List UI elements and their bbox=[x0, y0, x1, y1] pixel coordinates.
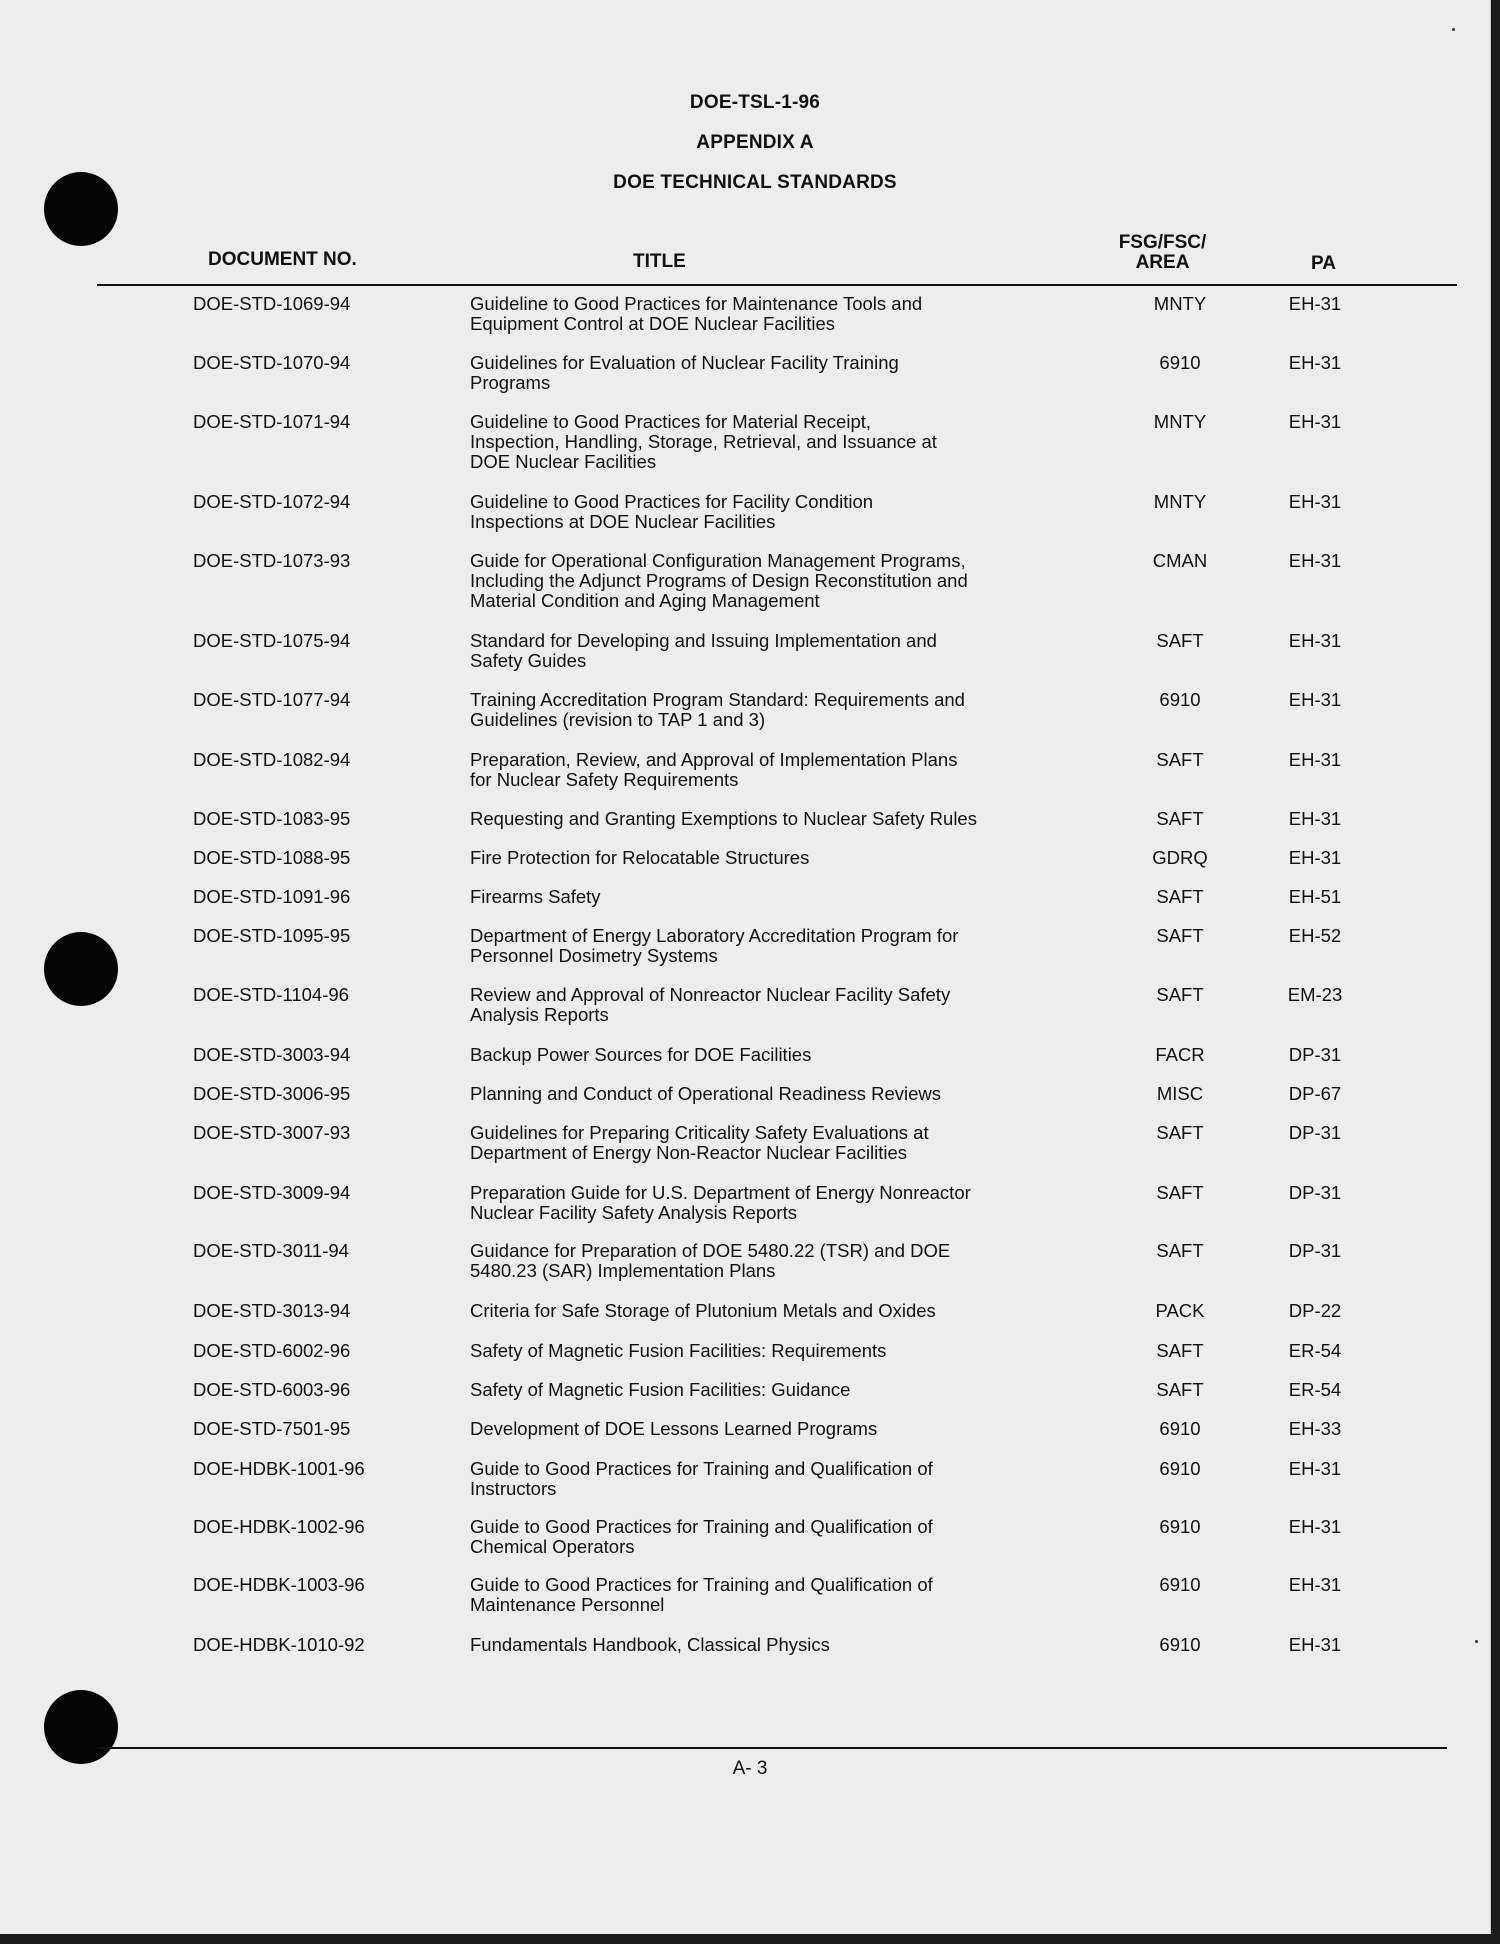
fsg-area-cell: MNTY bbox=[1153, 491, 1207, 512]
title-cell: Guidance for Preparation of DOE 5480.22 (TSR) and DOE 5480.23 (SAR) Implementation Plans bbox=[470, 1240, 951, 1281]
pa-cell: EH-31 bbox=[1288, 630, 1342, 651]
pa-cell: DP-31 bbox=[1288, 1240, 1342, 1261]
document-number-cell: DOE-STD-1095-95 bbox=[193, 925, 351, 946]
pa-cell: ER-54 bbox=[1288, 1379, 1342, 1400]
scan-speck bbox=[1475, 1640, 1478, 1643]
pa-cell: EH-31 bbox=[1288, 352, 1342, 373]
document-number-cell: DOE-HDBK-1001-96 bbox=[193, 1458, 365, 1479]
title-cell: Guidelines for Preparing Criticality Safety Evaluations at Department of Energy Non-Reactor Nuclear Facilities bbox=[470, 1122, 929, 1163]
punch-hole-bottom bbox=[44, 1690, 118, 1764]
document-number-cell: DOE-STD-1070-94 bbox=[193, 352, 351, 373]
pa-cell: ER-54 bbox=[1288, 1340, 1342, 1361]
document-number-cell: DOE-STD-1077-94 bbox=[193, 689, 351, 710]
title-cell: Development of DOE Lessons Learned Programs bbox=[470, 1418, 878, 1439]
pa-cell: EH-31 bbox=[1288, 1516, 1342, 1537]
fsg-area-cell: GDRQ bbox=[1152, 847, 1208, 868]
pa-cell: EH-31 bbox=[1288, 491, 1342, 512]
pa-cell: EH-52 bbox=[1288, 925, 1342, 946]
document-number-cell: DOE-STD-1083-95 bbox=[193, 808, 351, 829]
document-number-cell: DOE-HDBK-1010-92 bbox=[193, 1634, 365, 1655]
document-number-cell: DOE-STD-3009-94 bbox=[193, 1182, 351, 1203]
fsg-area-cell: SAFT bbox=[1156, 984, 1204, 1005]
scan-speck bbox=[1452, 28, 1455, 31]
pa-cell: EH-31 bbox=[1288, 749, 1342, 770]
section-subtitle: DOE TECHNICAL STANDARDS bbox=[613, 172, 897, 193]
pa-cell: EM-23 bbox=[1287, 984, 1343, 1005]
column-header-fsg-line1: FSG/FSC/ bbox=[1118, 232, 1207, 253]
document-number-cell: DOE-STD-6002-96 bbox=[193, 1340, 351, 1361]
punch-hole-middle bbox=[44, 932, 118, 1006]
appendix-title: APPENDIX A bbox=[696, 132, 814, 153]
title-cell: Guidelines for Evaluation of Nuclear Facility Training Programs bbox=[470, 352, 899, 393]
fsg-area-cell: SAFT bbox=[1156, 808, 1204, 829]
pa-cell: EH-31 bbox=[1288, 1574, 1342, 1595]
document-number-cell: DOE-STD-6003-96 bbox=[193, 1379, 351, 1400]
title-cell: Requesting and Granting Exemptions to Nuclear Safety Rules bbox=[470, 808, 977, 829]
title-cell: Training Accreditation Program Standard: Requirements and Guidelines (revision to TAP 1 and 3) bbox=[470, 689, 965, 730]
document-number-cell: DOE-STD-1104-96 bbox=[193, 984, 349, 1005]
document-number-cell: DOE-HDBK-1002-96 bbox=[193, 1516, 365, 1537]
title-cell: Standard for Developing and Issuing Implementation and Safety Guides bbox=[470, 630, 937, 671]
pa-cell: EH-31 bbox=[1288, 411, 1342, 432]
fsg-area-cell: SAFT bbox=[1156, 1240, 1204, 1261]
title-cell: Preparation Guide for U.S. Department of Energy Nonreactor Nuclear Facility Safety Analysis Reports bbox=[470, 1182, 971, 1223]
document-number-cell: DOE-STD-1091-96 bbox=[193, 886, 351, 907]
column-header-title: TITLE bbox=[633, 251, 686, 272]
document-number-cell: DOE-STD-3011-94 bbox=[193, 1240, 349, 1261]
title-cell: Fire Protection for Relocatable Structures bbox=[470, 847, 810, 868]
fsg-area-cell: MNTY bbox=[1153, 293, 1207, 314]
pa-cell: DP-31 bbox=[1288, 1122, 1342, 1143]
title-cell: Guideline to Good Practices for Facility Condition Inspections at DOE Nuclear Facilities bbox=[470, 491, 874, 532]
fsg-area-cell: MNTY bbox=[1153, 411, 1207, 432]
pa-cell: EH-31 bbox=[1288, 847, 1342, 868]
title-cell: Guide for Operational Configuration Management Programs, Including the Adjunct Programs of Design Reconstitution and Material Condition and Aging Management bbox=[470, 550, 968, 611]
pa-cell: DP-67 bbox=[1288, 1083, 1342, 1104]
document-number-cell: DOE-STD-1088-95 bbox=[193, 847, 351, 868]
fsg-area-cell: CMAN bbox=[1152, 550, 1208, 571]
pa-cell: EH-31 bbox=[1288, 1458, 1342, 1479]
header-divider bbox=[97, 284, 1457, 286]
fsg-area-cell: SAFT bbox=[1156, 749, 1204, 770]
fsg-area-cell: SAFT bbox=[1156, 925, 1204, 946]
title-cell: Safety of Magnetic Fusion Facilities: Guidance bbox=[470, 1379, 851, 1400]
fsg-area-cell: SAFT bbox=[1156, 630, 1204, 651]
document-number-cell: DOE-STD-1073-93 bbox=[193, 550, 351, 571]
document-number-cell: DOE-STD-1075-94 bbox=[193, 630, 351, 651]
title-cell: Backup Power Sources for DOE Facilities bbox=[470, 1044, 812, 1065]
fsg-area-cell: SAFT bbox=[1156, 1340, 1204, 1361]
document-number-cell: DOE-STD-1069-94 bbox=[193, 293, 351, 314]
title-cell: Preparation, Review, and Approval of Implementation Plans for Nuclear Safety Requirements bbox=[470, 749, 958, 790]
footer-divider bbox=[97, 1747, 1447, 1749]
title-cell: Guideline to Good Practices for Material Receipt, Inspection, Handling, Storage, Retrieval, and Issuance at DOE Nuclear Facilities bbox=[470, 411, 937, 472]
title-cell: Planning and Conduct of Operational Readiness Reviews bbox=[470, 1083, 942, 1104]
fsg-area-cell: SAFT bbox=[1156, 1182, 1204, 1203]
column-header-document-no: DOCUMENT NO. bbox=[208, 249, 357, 270]
pa-cell: EH-31 bbox=[1288, 689, 1342, 710]
fsg-area-cell: PACK bbox=[1155, 1300, 1205, 1321]
fsg-area-cell: 6910 bbox=[1159, 1634, 1201, 1655]
fsg-area-cell: 6910 bbox=[1159, 689, 1201, 710]
pa-cell: EH-33 bbox=[1288, 1418, 1342, 1439]
fsg-area-cell: SAFT bbox=[1156, 886, 1204, 907]
fsg-area-cell: MISC bbox=[1156, 1083, 1204, 1104]
document-number-cell: DOE-STD-3013-94 bbox=[193, 1300, 351, 1321]
pa-cell: EH-31 bbox=[1288, 1634, 1342, 1655]
document-number-cell: DOE-HDBK-1003-96 bbox=[193, 1574, 365, 1595]
document-number-cell: DOE-STD-3003-94 bbox=[193, 1044, 351, 1065]
title-cell: Department of Energy Laboratory Accreditation Program for Personnel Dosimetry Systems bbox=[470, 925, 959, 966]
document-number-cell: DOE-STD-1071-94 bbox=[193, 411, 351, 432]
pa-cell: EH-51 bbox=[1288, 886, 1342, 907]
page-number: A- 3 bbox=[732, 1758, 768, 1779]
fsg-area-cell: 6910 bbox=[1159, 1458, 1201, 1479]
fsg-area-cell: 6910 bbox=[1159, 1418, 1201, 1439]
title-cell: Guide to Good Practices for Training and Qualification of Instructors bbox=[470, 1458, 933, 1499]
pa-cell: EH-31 bbox=[1288, 808, 1342, 829]
pa-cell: DP-22 bbox=[1288, 1300, 1342, 1321]
fsg-area-cell: FACR bbox=[1155, 1044, 1205, 1065]
document-number-cell: DOE-STD-1082-94 bbox=[193, 749, 351, 770]
pa-cell: DP-31 bbox=[1288, 1044, 1342, 1065]
title-cell: Safety of Magnetic Fusion Facilities: Requirements bbox=[470, 1340, 887, 1361]
title-cell: Review and Approval of Nonreactor Nuclear Facility Safety Analysis Reports bbox=[470, 984, 951, 1025]
document-number-cell: DOE-STD-3006-95 bbox=[193, 1083, 351, 1104]
column-header-fsg-line2: AREA bbox=[1135, 252, 1190, 273]
fsg-area-cell: 6910 bbox=[1159, 1516, 1201, 1537]
title-cell: Criteria for Safe Storage of Plutonium Metals and Oxides bbox=[470, 1300, 936, 1321]
title-cell: Firearms Safety bbox=[470, 886, 601, 907]
fsg-area-cell: SAFT bbox=[1156, 1379, 1204, 1400]
document-number-cell: DOE-STD-3007-93 bbox=[193, 1122, 351, 1143]
column-header-fsg bbox=[1100, 233, 1225, 273]
pa-cell: EH-31 bbox=[1288, 550, 1342, 571]
title-cell: Guide to Good Practices for Training and Qualification of Chemical Operators bbox=[470, 1516, 933, 1557]
fsg-area-cell: SAFT bbox=[1156, 1122, 1204, 1143]
document-number-cell: DOE-STD-7501-95 bbox=[193, 1418, 351, 1439]
fsg-area-cell: 6910 bbox=[1159, 1574, 1201, 1595]
document-number-cell: DOE-STD-1072-94 bbox=[193, 491, 351, 512]
document-id: DOE-TSL-1-96 bbox=[689, 92, 821, 113]
title-cell: Guide to Good Practices for Training and Qualification of Maintenance Personnel bbox=[470, 1574, 933, 1615]
title-cell: Fundamentals Handbook, Classical Physics bbox=[470, 1634, 830, 1655]
title-cell: Guideline to Good Practices for Maintenance Tools and Equipment Control at DOE Nuclear Facilities bbox=[470, 293, 923, 334]
pa-cell: DP-31 bbox=[1288, 1182, 1342, 1203]
pa-cell: EH-31 bbox=[1288, 293, 1342, 314]
column-header-pa: PA bbox=[1311, 253, 1336, 274]
fsg-area-cell: 6910 bbox=[1159, 352, 1201, 373]
